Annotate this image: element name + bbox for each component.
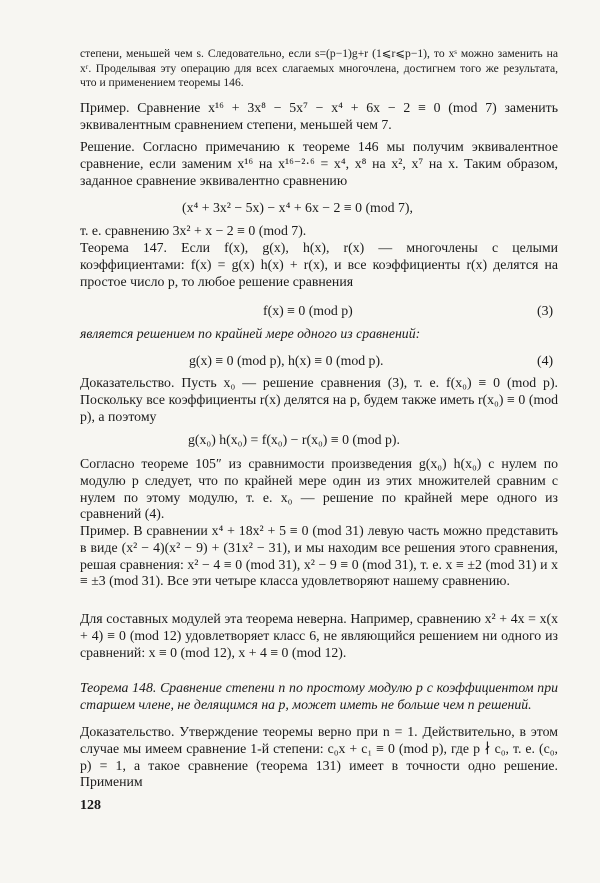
theorem-147: Теорема 147. Если f(x), g(x), h(x), r(x) — многочлены с целыми коэффициентами: f(x) = g(x) h(x) + r(x), и все коэффициенты r(x) делятся на простое число p, то любое решение сравнения	[80, 240, 558, 289]
equation-3: f(x) ≡ 0 (mod p)	[263, 303, 353, 318]
proof-147: Доказательство. Пусть x₀ — решение сравнения (3), т. е. f(x₀) ≡ 0 (mod p). Поскольку все коэффициенты r(x) делятся на p, будем также иметь r(x₀) ≡ 0 (mod p), а поэтому	[80, 375, 558, 424]
equation-4: g(x) ≡ 0 (mod p), h(x) ≡ 0 (mod p).	[189, 353, 384, 368]
theorem-147-conclusion: является решением по крайней мере одного из сравнений:	[80, 326, 421, 341]
paragraph-continuation: степени, меньшей чем s. Следовательно, если s=(p−1)g+r (1⩽r⩽p−1), то xˢ можно заменить на xʳ. Проделывая эту операцию для всех слагаемых многочлена, достигнем того же результата, что и применением теоремы 146.	[80, 47, 558, 90]
equation-5: g(x₀) h(x₀) = f(x₀) − r(x₀) ≡ 0 (mod p).	[188, 432, 400, 447]
solution-paragraph: Решение. Согласно примечанию к теореме 146 мы получим эквивалентное сравнение, если заменим x¹⁶ на x¹⁶⁻²·⁶ = x⁴, x⁸ на x², x⁷ на x. Таким образом, заданное сравнение эквивалентно сравнению	[80, 139, 558, 188]
proof-147-conclusion: Согласно теореме 105″ из сравнимости произведения g(x₀) h(x₀) с нулем по модулю p следует, что по крайней мере один из этих множителей сравним с нулем по этому модулю, т. е. x₀ — решение по крайней мере одного из сравнений (4).	[80, 456, 558, 522]
equation-3-number: (3)	[537, 303, 554, 318]
composite-moduli-remark: Для составных модулей эта теорема неверна. Например, сравнению x² + 4x = x(x + 4) ≡ 0 (mod 12) удовлетворяет класс 6, не являющийся решением ни одного из сравнений: x ≡ 0 (mod 12), x + 4 ≡ 0 (mod 12).	[80, 611, 558, 660]
proof-148: Доказательство. Утверждение теоремы верно при n = 1. Действительно, в этом случае мы имеем сравнение 1-й степени: c₀x + c₁ ≡ 0 (mod p), где p ∤ c₀, т. е. (c₀, p) = 1, а такое сравнение (теорема 131) имеет в точности одно решение. Применим	[80, 724, 558, 790]
solution-result: т. е. сравнению 3x² + x − 2 ≡ 0 (mod 7).	[80, 223, 307, 238]
page-number: 128	[80, 798, 101, 813]
equation-1: (x⁴ + 3x² − 5x) − x⁴ + 6x − 2 ≡ 0 (mod 7),	[182, 200, 413, 215]
example-mod-31: Пример. В сравнении x⁴ + 18x² + 5 ≡ 0 (mod 31) левую часть можно представить в виде (x² − 4)(x² − 9) + (31x² − 31), и мы находим все решения этого сравнения, решая сравнения: x² − 4 ≡ 0 (mod 31), x² − 9 ≡ 0 (mod 31), т. е. x ≡ ±2 (mod 31) и x ≡ ±3 (mod 31). Все эти четыре класса удовлетворяют нашему сравнению.	[80, 523, 558, 589]
example-paragraph: Пример. Сравнение x¹⁶ + 3x⁸ − 5x⁷ − x⁴ + 6x − 2 ≡ 0 (mod 7) заменить эквивалентным сравнением степени, меньшей чем 7.	[80, 100, 558, 132]
theorem-148: Теорема 148. Сравнение степени n по простому модулю p с коэффициентом при старшем члене, не делящимся на p, может иметь не больше чем n решений.	[80, 680, 558, 712]
equation-4-number: (4)	[537, 353, 554, 368]
